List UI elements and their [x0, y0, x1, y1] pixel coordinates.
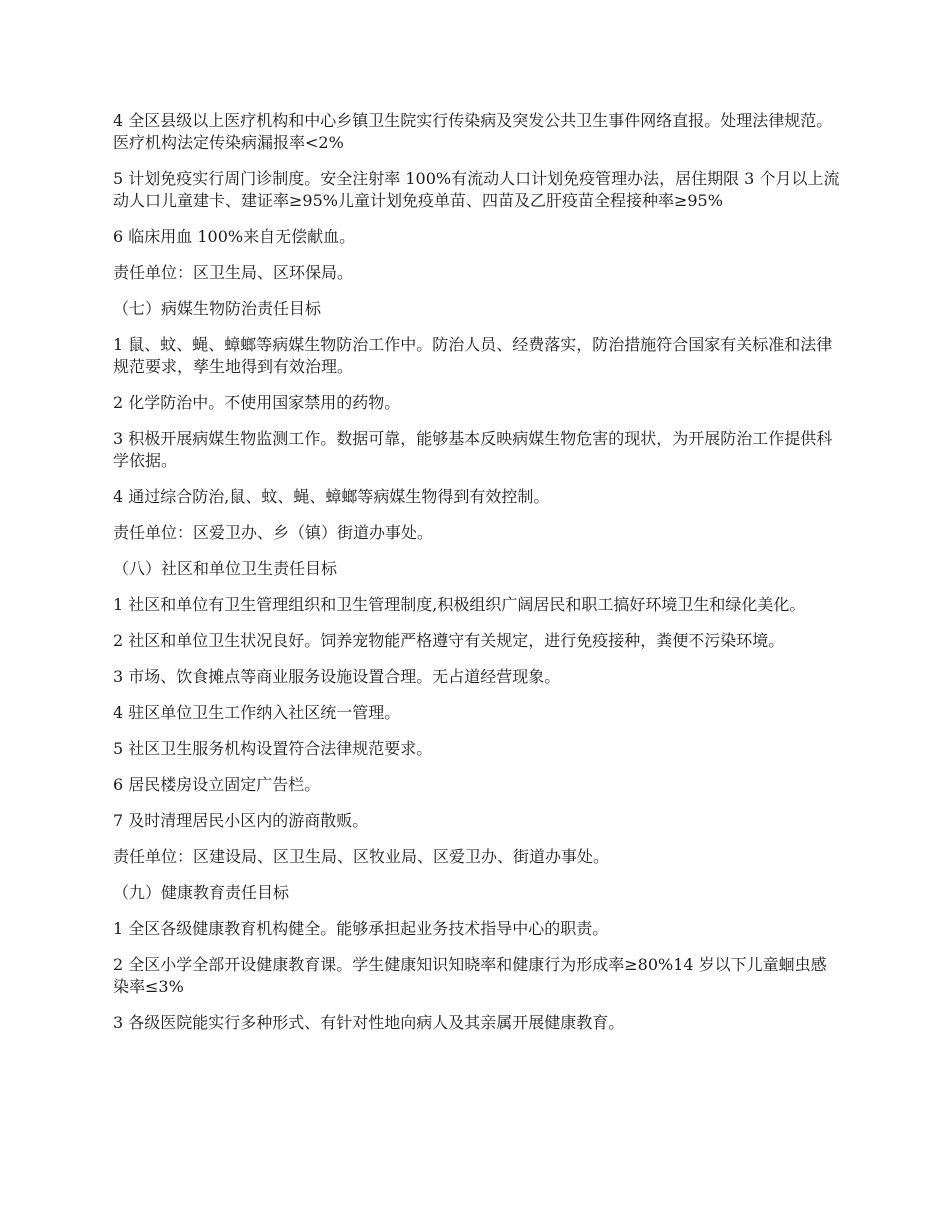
paragraph: 2 化学防治中。不使用国家禁用的药物。	[113, 393, 401, 412]
responsible-unit: 责任单位：区卫生局、区环保局。	[113, 263, 354, 282]
paragraph: 2 全区小学全部开设健康教育课。学生健康知识知晓率和健康行为形成率≥80%14 岁以下儿童蛔虫感染率≤3%	[113, 955, 827, 996]
responsible-unit: 责任单位：区建设局、区卫生局、区牧业局、区爱卫办、街道办事处。	[113, 847, 610, 866]
paragraph: 1 鼠、蚊、蝇、蟑螂等病媒生物防治工作中。防治人员、经费落实，防治措施符合国家有关标准和法律规范要求，孳生地得到有效治理。	[113, 335, 833, 376]
paragraph: 4 通过综合防治,鼠、蚊、蝇、蟑螂等病媒生物得到有效控制。	[113, 487, 550, 506]
paragraph: 1 社区和单位有卫生管理组织和卫生管理制度,积极组织广阔居民和职工搞好环境卫生和绿化美化。	[113, 595, 806, 614]
paragraph: 1 全区各级健康教育机构健全。能够承担起业务技术指导中心的职责。	[113, 919, 609, 938]
paragraph: 6 居民楼房设立固定广告栏。	[113, 775, 321, 794]
section-heading: （九）健康教育责任目标	[113, 883, 290, 902]
paragraph: 6 临床用血 100%来自无偿献血。	[113, 227, 356, 246]
section-heading: （八）社区和单位卫生责任目标	[113, 559, 338, 578]
paragraph: 5 计划免疫实行周门诊制度。安全注射率 100%有流动人口计划免疫管理办法，居住期限 3 个月以上流动人口儿童建卡、建证率≥95%儿童计划免疫单苗、四苗及乙肝疫苗全程接种率≥95%	[113, 169, 840, 210]
paragraph: 4 驻区单位卫生工作纳入社区统一管理。	[113, 703, 401, 722]
paragraph: 7 及时清理居民小区内的游商散贩。	[113, 811, 369, 830]
paragraph: 3 市场、饮食摊点等商业服务设施设置合理。无占道经营现象。	[113, 667, 561, 686]
paragraph: 4 全区县级以上医疗机构和中心乡镇卫生院实行传染病及突发公共卫生事件网络直报。处理法律规范。医疗机构法定传染病漏报率<2%	[113, 111, 833, 152]
paragraph: 3 各级医院能实行多种形式、有针对性地向病人及其亲属开展健康教育。	[113, 1013, 625, 1032]
responsible-unit: 责任单位：区爱卫办、乡（镇）街道办事处。	[113, 523, 434, 542]
paragraph: 5 社区卫生服务机构设置符合法律规范要求。	[113, 739, 433, 758]
document-body	[113, 110, 841, 1048]
paragraph: 3 积极开展病媒生物监测工作。数据可靠，能够基本反映病媒生物危害的现状，为开展防治工作提供科学依据。	[113, 429, 833, 470]
section-heading: （七）病媒生物防治责任目标	[113, 299, 322, 318]
paragraph: 2 社区和单位卫生状况良好。饲养宠物能严格遵守有关规定，进行免疫接种，粪便不污染环境。	[113, 631, 785, 650]
